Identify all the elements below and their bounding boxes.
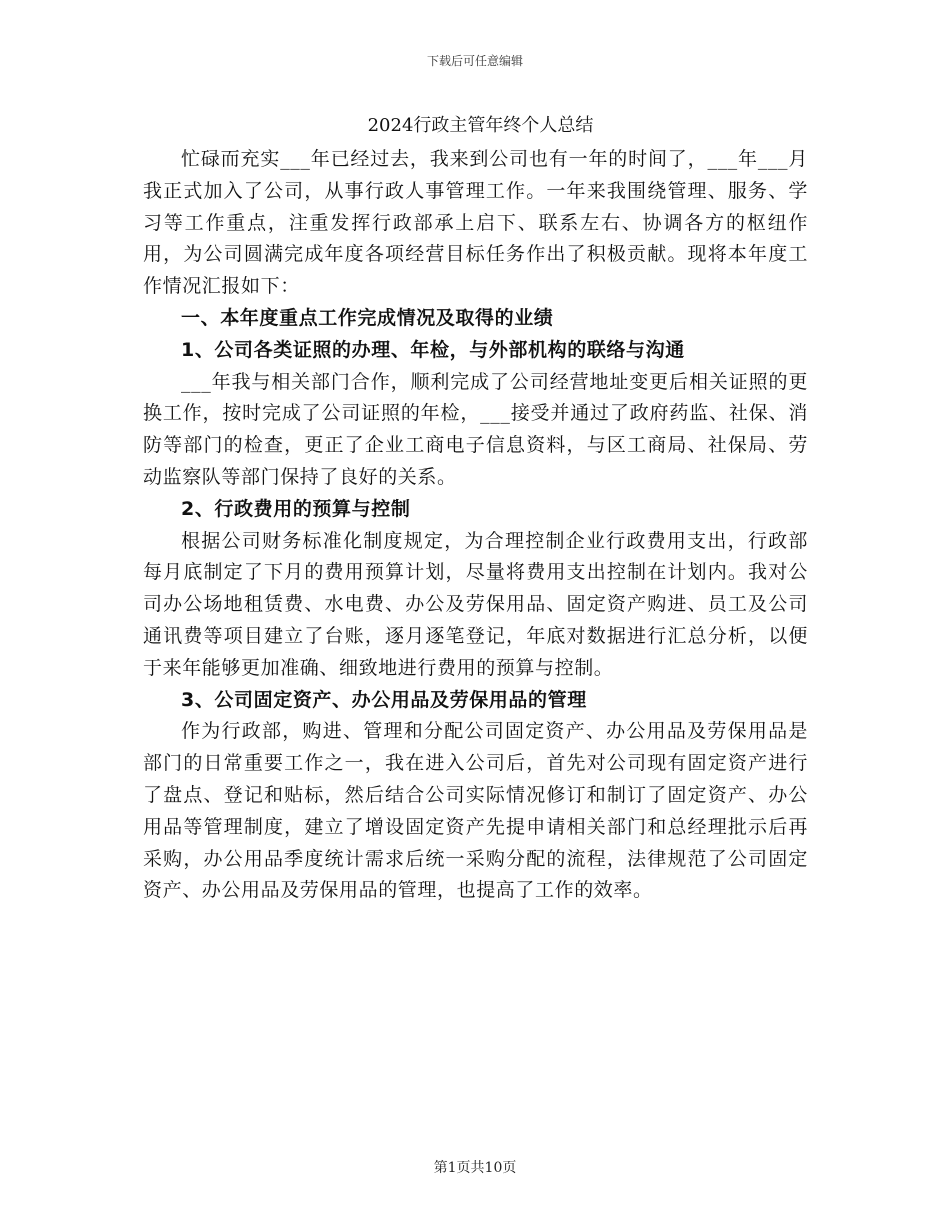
subsection-heading-1: 1、公司各类证照的办理、年检，与外部机构的联络与沟通 xyxy=(181,338,685,361)
paragraph-assets: 作为行政部，购进、管理和分配公司固定资产、办公用品及劳保用品是部门的日常重要工作之一，我在进入公司后，首先对公司现有固定资产进行了盘点、登记和贴标，然后结合公司实际情况修订和制订了固定资产、办公用品等管理制度，建立了增设固定资产先提申请相关部门和总经理批示后再采购，办公用品季度统计需求后统一采购分配的流程，法律规范了公司固定资产、办公用品及劳保用品的管理，也提高了工作的效率。 xyxy=(143,720,808,902)
paragraph-intro: 忙碌而充实___年已经过去，我来到公司也有一年的时间了，___年___月我正式加入了公司，从事行政人事管理工作。一年来我围绕管理、服务、学习等工作重点，注重发挥行政部承上启下、联系左右、协调各方的枢纽作用，为公司圆满完成年度各项经营目标任务作出了积极贡献。现将本年度工作情况汇报如下： xyxy=(143,148,808,298)
header-note: 下载后可任意编辑 xyxy=(426,54,523,68)
document-body xyxy=(143,108,808,907)
subsection-heading-2: 2、行政费用的预算与控制 xyxy=(181,497,411,520)
paragraph-licenses: ___年我与相关部门合作，顺利完成了公司经营地址变更后相关证照的更换工作，按时完成了公司证照的年检，___接受并通过了政府药监、社保、消防等部门的检查，更正了企业工商电子信息资料，与区工商局、社保局、劳动监察队等部门保持了良好的关系。 xyxy=(143,370,808,488)
paragraph-budget: 根据公司财务标准化制度规定，为合理控制企业行政费用支出，行政部每月底制定了下月的费用预算计划，尽量将费用支出控制在计划内。我对公司办公场地租赁费、水电费、办公及劳保用品、固定资产购进、员工及公司通讯费等项目建立了台账，逐月逐笔登记，年底对数据进行汇总分析，以便于来年能够更加准确、细致地进行费用的预算与控制。 xyxy=(143,529,808,679)
section-heading-1: 一、本年度重点工作完成情况及取得的业绩 xyxy=(181,306,554,329)
document-title: 2024行政主管年终个人总结 xyxy=(367,115,594,136)
page-footer: 第1页共10页 xyxy=(433,1160,517,1176)
subsection-heading-3: 3、公司固定资产、办公用品及劳保用品的管理 xyxy=(181,688,587,711)
